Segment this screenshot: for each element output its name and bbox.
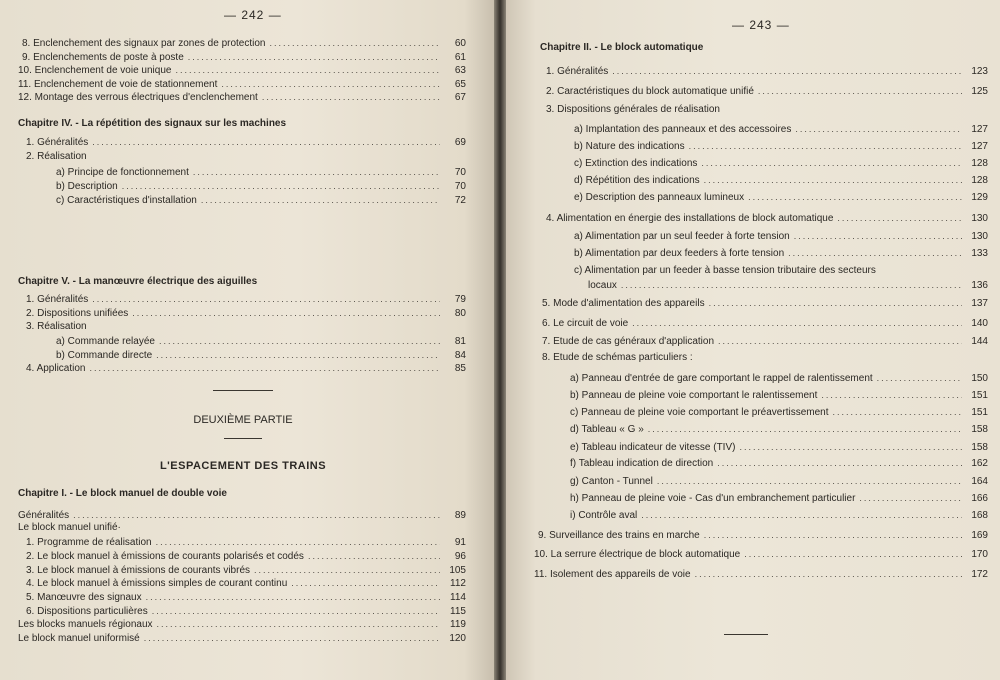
leader-dots [270, 36, 441, 50]
entry-label: 6. Dispositions particulières [26, 606, 148, 617]
book-gutter [494, 0, 506, 680]
entry-page: 114 [450, 592, 466, 603]
entry-label: a) Principe de fonctionnement [56, 167, 189, 178]
toc-entry [26, 535, 466, 549]
toc-entry [26, 590, 466, 604]
leader-dots [704, 173, 962, 187]
toc-entry [570, 422, 988, 436]
divider [724, 634, 768, 635]
entry-label: g) Canton - Tunnel [570, 476, 653, 487]
toc-entry [18, 631, 466, 645]
leader-dots [859, 491, 962, 505]
entry-label: 7. Etude de cas généraux d'application [542, 336, 715, 347]
entry-label: b) Nature des indications [574, 141, 685, 152]
leader-dots [201, 193, 440, 207]
leader-dots [193, 165, 440, 179]
leader-dots [291, 576, 440, 590]
leader-dots [221, 77, 440, 91]
leader-dots [821, 388, 962, 402]
entry-page: 85 [454, 363, 466, 374]
entry-label: 11. Enclenchement de voie de stationnement [18, 79, 218, 90]
entry-label: a) Implantation des panneaux et des accessoires [574, 124, 792, 135]
leader-dots [788, 246, 962, 260]
entry-page: 168 [971, 510, 988, 521]
entry-label: b) Panneau de pleine voie comportant le ralentissement [570, 390, 818, 401]
toc-entry [570, 371, 988, 385]
entry-page: 65 [454, 79, 466, 90]
leader-dots [758, 84, 962, 98]
toc-entry [26, 292, 466, 306]
toc-entry [26, 604, 466, 618]
leader-dots [794, 229, 962, 243]
leader-dots [144, 631, 440, 645]
entry-page: 158 [971, 442, 988, 453]
entry-page: 137 [971, 298, 988, 309]
entry-page: 133 [971, 248, 988, 259]
entry-label: 12. Montage des verrous électriques d'enclenchement [18, 92, 258, 103]
toc-entry [574, 139, 988, 153]
entry-label: 6. Le circuit de voie [542, 318, 629, 329]
leader-dots [701, 156, 962, 170]
leader-dots [748, 190, 962, 204]
leader-dots [632, 316, 962, 330]
toc-entry [22, 50, 466, 64]
entry-label: 4. Application [26, 363, 86, 374]
leader-dots [132, 306, 440, 320]
toc-entry [542, 316, 988, 330]
leader-dots [92, 292, 440, 306]
leader-dots [795, 122, 962, 136]
page-number: — 243 — [732, 18, 790, 32]
leader-dots [695, 567, 962, 581]
entry-label: Les blocks manuels régionaux [18, 619, 153, 630]
entry-page: 172 [971, 569, 988, 580]
toc-entry [26, 306, 466, 320]
right-page [506, 0, 1000, 680]
toc-entry [26, 576, 466, 590]
entry-page: 130 [971, 213, 988, 224]
toc-entry [18, 90, 466, 104]
toc-entry [588, 278, 988, 292]
leader-dots [657, 474, 962, 488]
toc-entry-label: 3. Réalisation [26, 321, 87, 332]
entry-page: 72 [454, 195, 466, 206]
entry-page: 129 [971, 192, 988, 203]
entry-page: 96 [454, 551, 466, 562]
entry-label: d) Tableau « G » [570, 424, 644, 435]
entry-page: 162 [971, 458, 988, 469]
toc-entry [56, 179, 466, 193]
toc-entry [538, 528, 988, 542]
entry-label: a) Alimentation par un seul feeder à forte tension [574, 231, 790, 242]
divider [224, 438, 262, 439]
entry-page: 105 [449, 565, 466, 576]
entry-page: 89 [454, 510, 466, 521]
entry-label: 3. Le block manuel à émissions de courants vibrés [26, 565, 251, 576]
chapter-heading: Chapitre V. - La manœuvre électrique des aiguilles [18, 276, 258, 287]
toc-entry [574, 246, 988, 260]
page-number: — 242 — [224, 8, 282, 22]
toc-entry [26, 563, 466, 577]
leader-dots [877, 371, 962, 385]
leader-dots [641, 508, 962, 522]
entry-label: e) Tableau indicateur de vitesse (TIV) [570, 442, 736, 453]
entry-label: 1. Généralités [546, 66, 609, 77]
leader-dots [704, 528, 962, 542]
toc-entry [542, 334, 988, 348]
leader-dots [188, 50, 440, 64]
entry-label: 8. Enclenchement des signaux par zones de protection [22, 38, 266, 49]
toc-entry [26, 549, 466, 563]
leader-dots [837, 211, 962, 225]
leader-dots [262, 90, 440, 104]
toc-entry [26, 135, 466, 149]
entry-label: 2. Dispositions unifiées [26, 308, 129, 319]
toc-entry-label: 8. Etude de schémas particuliers : [542, 352, 693, 363]
toc-entry [574, 190, 988, 204]
entry-page: 120 [449, 633, 466, 644]
toc-entry [542, 296, 988, 310]
entry-page: 144 [971, 336, 988, 347]
entry-page: 151 [971, 407, 988, 418]
entry-label: 4. Alimentation en énergie des installations de block automatique [546, 213, 834, 224]
entry-page: 79 [454, 294, 466, 305]
entry-label: 2. Le block manuel à émissions de courants polarisés et codés [26, 551, 304, 562]
leader-dots [152, 604, 440, 618]
entry-label: h) Panneau de pleine voie - Cas d'un embranchement particulier [570, 493, 856, 504]
entry-label: a) Panneau d'entrée de gare comportant le rappel de ralentissement [570, 373, 873, 384]
entry-label: 10. La serrure électrique de block automatique [534, 549, 741, 560]
entry-page: 63 [454, 65, 466, 76]
entry-page: 166 [971, 493, 988, 504]
entry-page: 170 [971, 549, 988, 560]
toc-entry [18, 617, 466, 631]
entry-page: 123 [971, 66, 988, 77]
entry-page: 69 [454, 137, 466, 148]
entry-label: 1. Programme de réalisation [26, 537, 152, 548]
leader-dots [157, 617, 440, 631]
toc-entry-label: Le block manuel unifié· [18, 522, 121, 533]
entry-page: 61 [454, 52, 466, 63]
divider [213, 390, 273, 391]
entry-page: 115 [450, 606, 466, 617]
entry-page: 91 [454, 537, 466, 548]
toc-entry [574, 229, 988, 243]
entry-label: c) Caractéristiques d'installation [56, 195, 197, 206]
entry-label: 4. Le block manuel à émissions simples de courant continu [26, 578, 288, 589]
toc-entry [56, 348, 466, 362]
entry-page: 150 [971, 373, 988, 384]
toc-entry [570, 440, 988, 454]
leader-dots [92, 135, 440, 149]
entry-label: 2. Caractéristiques du block automatique unifié [546, 86, 754, 97]
leader-dots [689, 139, 962, 153]
entry-label: e) Description des panneaux lumineux [574, 192, 745, 203]
chapter-heading: Chapitre II. - Le block automatique [540, 42, 704, 53]
entry-page: 67 [454, 92, 466, 103]
toc-entry [574, 173, 988, 187]
toc-entry [570, 491, 988, 505]
leader-dots [90, 361, 441, 375]
entry-label: b) Alimentation par deux feeders à forte tension [574, 248, 785, 259]
toc-entry [570, 508, 988, 522]
leader-dots [254, 563, 440, 577]
toc-entry [570, 405, 988, 419]
entry-page: 127 [971, 141, 988, 152]
entry-label: 11. Isolement des appareils de voie [534, 569, 691, 580]
entry-page: 70 [454, 181, 466, 192]
leader-dots [73, 508, 440, 522]
entry-label: f) Tableau indication de direction [570, 458, 714, 469]
chapter-heading: Chapitre I. - Le block manuel de double voie [18, 488, 227, 499]
entry-page: 112 [450, 578, 466, 589]
toc-entry [26, 361, 466, 375]
toc-entry [574, 122, 988, 136]
entry-label: 10. Enclenchement de voie unique [18, 65, 172, 76]
leader-dots [159, 334, 440, 348]
entry-label: c) Extinction des indications [574, 158, 698, 169]
leader-dots [718, 334, 962, 348]
entry-label: i) Contrôle aval [570, 510, 638, 521]
toc-entry [18, 63, 466, 77]
part-title: DEUXIÈME PARTIE [193, 414, 293, 426]
entry-page: 81 [454, 336, 466, 347]
entry-label: 1. Généralités [26, 294, 89, 305]
entry-label: locaux [588, 280, 617, 291]
toc-entry [546, 84, 988, 98]
entry-page: 136 [971, 280, 988, 291]
toc-entry [22, 36, 466, 50]
toc-entry-label: 2. Réalisation [26, 151, 87, 162]
entry-page: 80 [454, 308, 466, 319]
leader-dots [739, 440, 962, 454]
entry-page: 127 [971, 124, 988, 135]
leader-dots [648, 422, 962, 436]
entry-page: 130 [971, 231, 988, 242]
entry-page: 128 [971, 175, 988, 186]
entry-page: 151 [971, 390, 988, 401]
leader-dots [175, 63, 440, 77]
leader-dots [146, 590, 440, 604]
chapter-heading: Chapitre IV. - La répétition des signaux sur les machines [18, 118, 287, 129]
entry-page: 169 [971, 530, 988, 541]
leader-dots [308, 549, 440, 563]
entry-page: 125 [971, 86, 988, 97]
entry-label: Généralités [18, 510, 70, 521]
entry-label: b) Description [56, 181, 118, 192]
entry-page: 70 [454, 167, 466, 178]
leader-dots [717, 456, 962, 470]
entry-label: 5. Manœuvre des signaux [26, 592, 142, 603]
leader-dots [621, 278, 962, 292]
entry-page: 164 [971, 476, 988, 487]
entry-label: 5. Mode d'alimentation des appareils [542, 298, 705, 309]
leader-dots [156, 348, 440, 362]
entry-page: 158 [971, 424, 988, 435]
toc-entry [534, 567, 988, 581]
toc-entry [574, 156, 988, 170]
entry-page: 84 [454, 350, 466, 361]
toc-entry [56, 193, 466, 207]
toc-entry [18, 508, 466, 522]
left-page [0, 0, 494, 680]
toc-entry [18, 77, 466, 91]
leader-dots [612, 64, 962, 78]
toc-entry [546, 211, 988, 225]
toc-entry [570, 388, 988, 402]
entry-label: a) Commande relayée [56, 336, 155, 347]
leader-dots [122, 179, 440, 193]
entry-label: 9. Surveillance des trains en marche [538, 530, 700, 541]
toc-entry [56, 334, 466, 348]
entry-label: Le block manuel uniformisé [18, 633, 140, 644]
entry-label: 1. Généralités [26, 137, 89, 148]
entry-label: c) Panneau de pleine voie comportant le préavertissement [570, 407, 829, 418]
entry-page: 140 [971, 318, 988, 329]
entry-label: b) Commande directe [56, 350, 153, 361]
toc-entry-label: 3. Dispositions générales de réalisation [546, 104, 720, 115]
entry-page: 119 [450, 619, 466, 630]
entry-page: 128 [971, 158, 988, 169]
part-subtitle: L'ESPACEMENT DES TRAINS [159, 460, 327, 472]
toc-entry [570, 456, 988, 470]
leader-dots [156, 535, 440, 549]
leader-dots [709, 296, 962, 310]
entry-label: d) Répétition des indications [574, 175, 700, 186]
toc-entry [534, 547, 988, 561]
entry-label: 9. Enclenchements de poste à poste [22, 52, 184, 63]
toc-entry [56, 165, 466, 179]
toc-entry-label: c) Alimentation par un feeder à basse tension tributaire des secteurs [574, 265, 876, 276]
toc-entry [570, 474, 988, 488]
leader-dots [832, 405, 962, 419]
entry-page: 60 [454, 38, 466, 49]
toc-entry [546, 64, 988, 78]
leader-dots [744, 547, 962, 561]
